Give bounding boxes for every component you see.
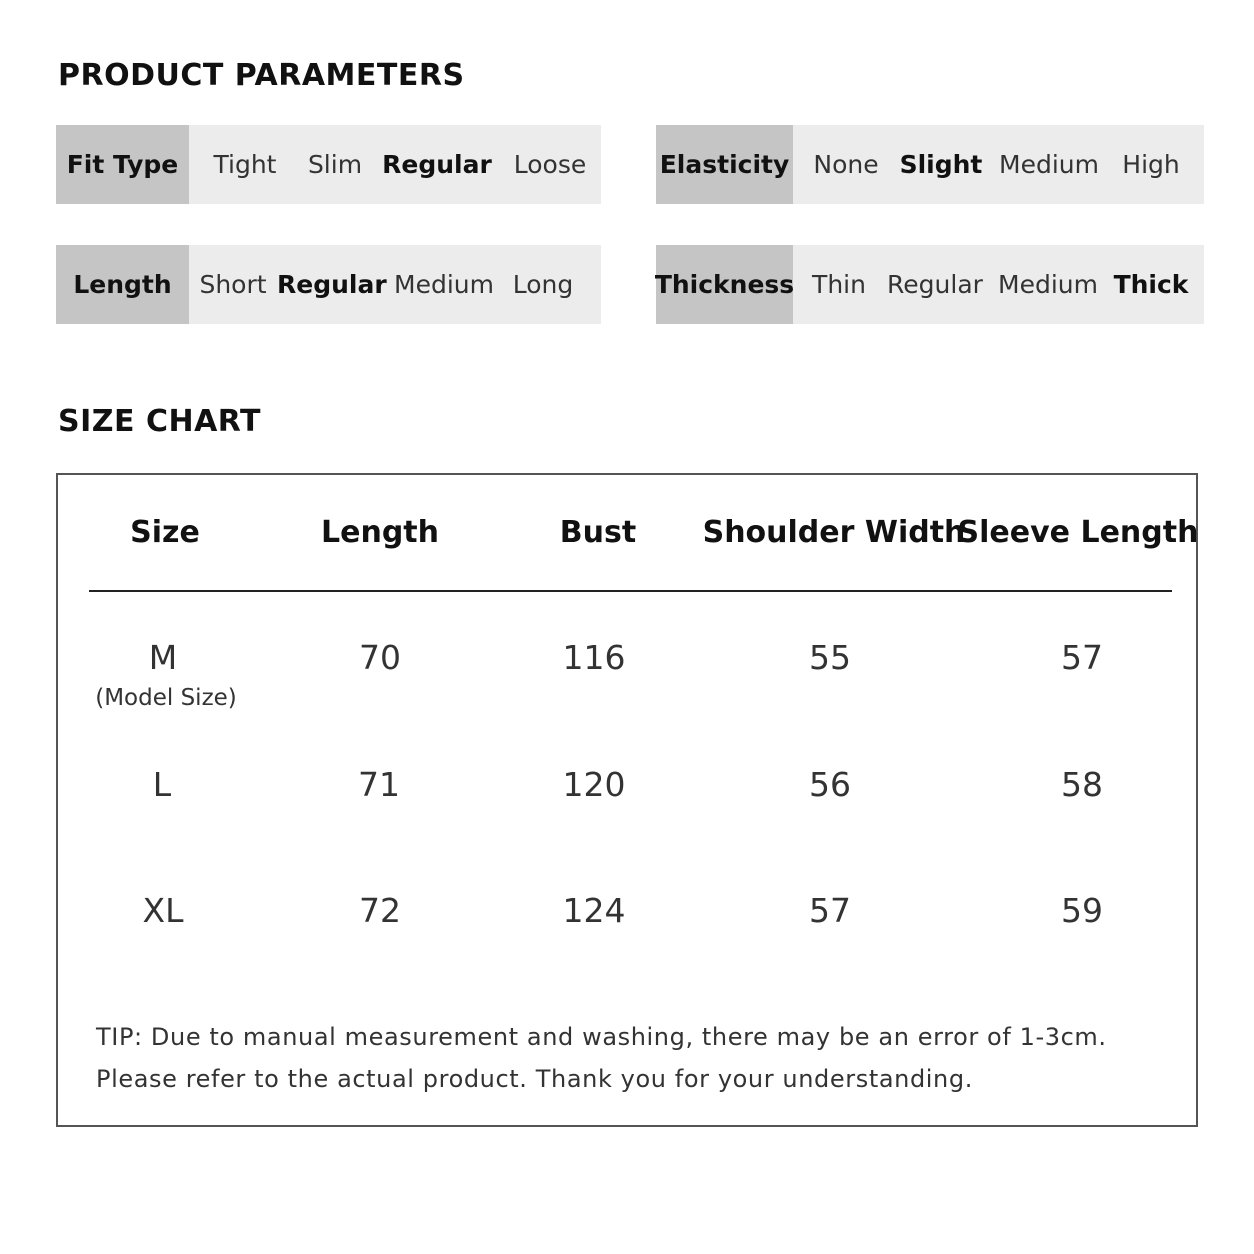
table-cell: 71 [358,765,400,804]
tip-text-line-1: TIP: Due to manual measurement and washing, there may be an error of 1-3cm. [96,1023,1107,1051]
param-label-elasticity: Elasticity [656,125,793,204]
table-cell: 124 [562,891,626,930]
param-option: Medium [999,150,1099,179]
param-option: Tight [213,150,277,179]
size-cell: L [152,765,172,804]
size-cell: M [148,638,178,677]
param-option: Loose [513,150,587,179]
size-cell: XL [142,891,184,930]
table-cell: 72 [359,891,401,930]
param-option: Regular [887,270,983,299]
param-options-fit-type [189,125,601,204]
param-option: Medium [998,270,1098,299]
param-options-length [189,245,601,324]
table-cell: 58 [1061,765,1103,804]
param-option: Short [199,270,267,299]
table-cell: 57 [1061,638,1103,677]
param-option: High [1122,150,1180,179]
product-parameters-title: PRODUCT PARAMETERS [58,58,465,93]
header-divider [89,590,1172,592]
table-cell: 57 [809,891,851,930]
param-option: Thin [812,270,866,299]
param-options-thickness [793,245,1204,324]
param-option-selected: Thick [1113,270,1189,299]
param-option-selected: Regular [277,270,387,299]
param-row-elasticity [656,125,1204,204]
param-option: Slim [307,150,363,179]
size-chart-title: SIZE CHART [58,404,262,439]
size-chart-table [56,473,1198,1127]
tip-text-line-2: Please refer to the actual product. Thank you for your understanding. [96,1065,973,1093]
param-row-fit-type [56,125,601,204]
column-header-bust: Bust [559,515,637,550]
table-cell: 116 [562,638,626,677]
column-header-size: Size [130,515,200,550]
param-option: Medium [394,270,494,299]
param-label-length: Length [56,245,189,324]
param-option: Long [512,270,574,299]
table-cell: 56 [809,765,851,804]
table-cell: 59 [1061,891,1103,930]
param-label-thickness: Thickness [656,245,793,324]
table-cell: 120 [562,765,626,804]
model-size-note: (Model Size) [95,685,237,711]
param-options-elasticity [793,125,1204,204]
param-option-selected: Regular [382,150,492,179]
param-option-selected: Slight [899,150,983,179]
table-cell: 70 [359,638,401,677]
column-header-shoulder-width: Shoulder Width [702,515,966,550]
column-header-length: Length [321,515,439,550]
param-label-fit-type: Fit Type [56,125,189,204]
param-option: None [813,150,879,179]
param-row-thickness [656,245,1204,324]
column-header-sleeve-length: Sleeve Length [957,515,1199,550]
param-row-length [56,245,601,324]
table-cell: 55 [809,638,851,677]
